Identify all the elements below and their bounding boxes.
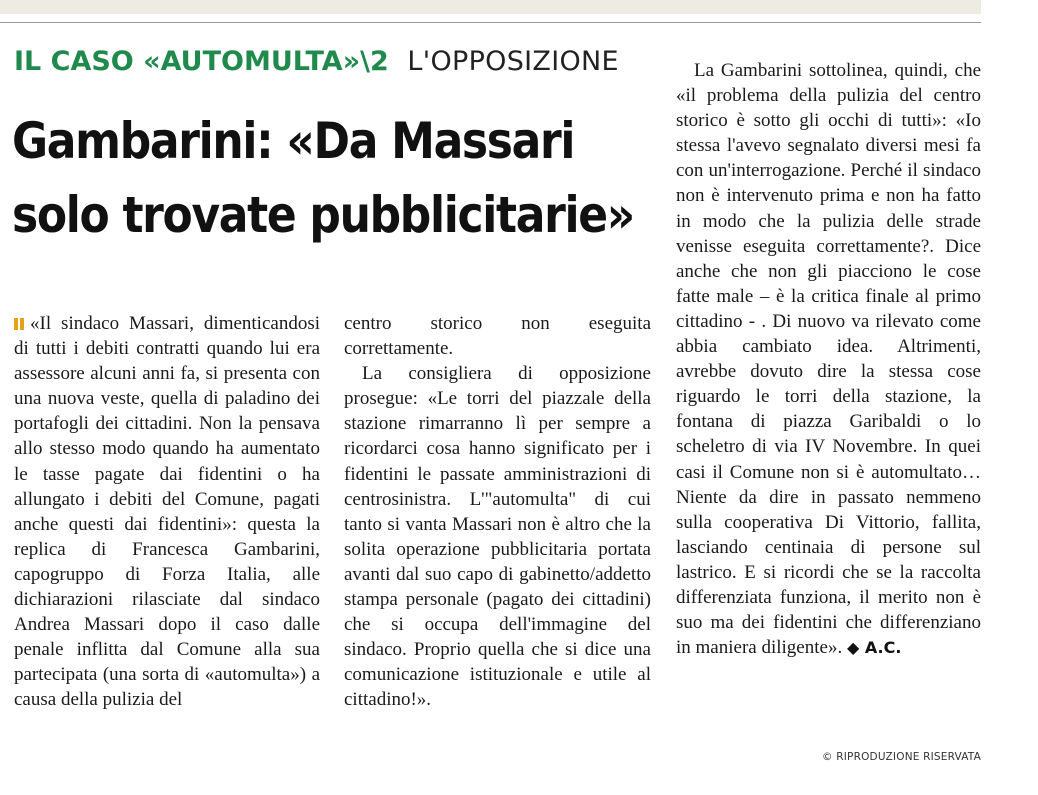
top-rule <box>0 22 981 23</box>
article-column-2 <box>344 311 651 713</box>
kicker-section: IL CASO «AUTOMULTA»\2 <box>14 46 389 77</box>
kicker-topic: L'OPPOSIZIONE <box>407 46 619 77</box>
article-text-col3: La Gambarini sottolinea, quindi, che «il problema della pulizia del centro storico è sotto gli occhi di tutti»: «Io stessa l'avevo segnalato diversi mesi fa con un'interrogazione. Perché il sindaco non è intervenuto prima e non ha fatto in modo che la pulizia delle strade venisse eseguita correttamente?. Dice anche che non gli piacciono le cose fatte male – è la critica finale al primo cittadino - . Di nuovo va rilevato come abbia cambiato idea. Altrimenti, avrebbe dovuto dire la stessa cose riguardo le torri della stazione, la fontana di piazza Garibaldi o lo scheletro di via IV Novembre. In quei casi il Comune non si è automultato… Niente da dire in passato nemmeno sulla cooperativa Di Vittorio, fallita, lasciando centinaia di persone sul lastrico. E si ricordi che se la raccolta differenziata funziona, il merito non è suo ma dei fidentini che differenziano in maniera diligente». <box>676 60 981 659</box>
headline-line-2: solo trovate pubblicitarie» <box>12 186 634 244</box>
copyright-notice: © RIPRODUZIONE RISERVATA <box>822 751 981 763</box>
article-column-3 <box>676 58 981 660</box>
top-band <box>0 0 981 14</box>
article-paragraph <box>14 311 320 713</box>
author-signature: ◆ A.C. <box>846 638 902 658</box>
article-paragraph: centro storico non eseguita correttamente. <box>344 313 651 360</box>
article-paragraph: La consigliera di opposizione prosegue: «Le torri del piazzale della stazione rimarranno lì per sempre a ricordarci cosa hanno significato per i fidentini le passate amministrazioni di centrosinistra. L'"automulta" di cui tanto si vanta Massari non è altro che la solita operazione pubblicitaria portata avanti dal suo capo di gabinetto/addetto stampa personale (pagato dei cittadini) che si occupa dell'immagine del sindaco. Proprio quella che si dice una comunicazione istituzionale e utile al cittadino!». <box>344 363 651 711</box>
kicker <box>14 44 619 80</box>
article-column-1 <box>14 311 320 713</box>
paragraph-marker-icon <box>14 318 25 330</box>
article-text-col1: «Il sindaco Massari, dimenticandosi di tutti i debiti contratti quando lui era assessore alcuni anni fa, si presenta con una nuova veste, quella di paladino dei portafogli dei cittadini. Non la pensava allo stesso modo quando ha aumentato le tasse pagate dai fidentini o ha allungato i debiti del Comune, pagati anche questi dai fidentini»: questa la replica di Francesca Gambarini, capogruppo di Forza Italia, alle dichiarazioni rilasciate dal sindaco Andrea Massari dopo il caso dalle penale inflitta dal Comune alla sua partecipata (una sorta di «automulta») a causa della pulizia del <box>14 313 320 711</box>
headline-line-1: Gambarini: «Da Massari <box>12 112 575 170</box>
article-paragraph <box>676 58 981 660</box>
headline <box>12 104 634 252</box>
